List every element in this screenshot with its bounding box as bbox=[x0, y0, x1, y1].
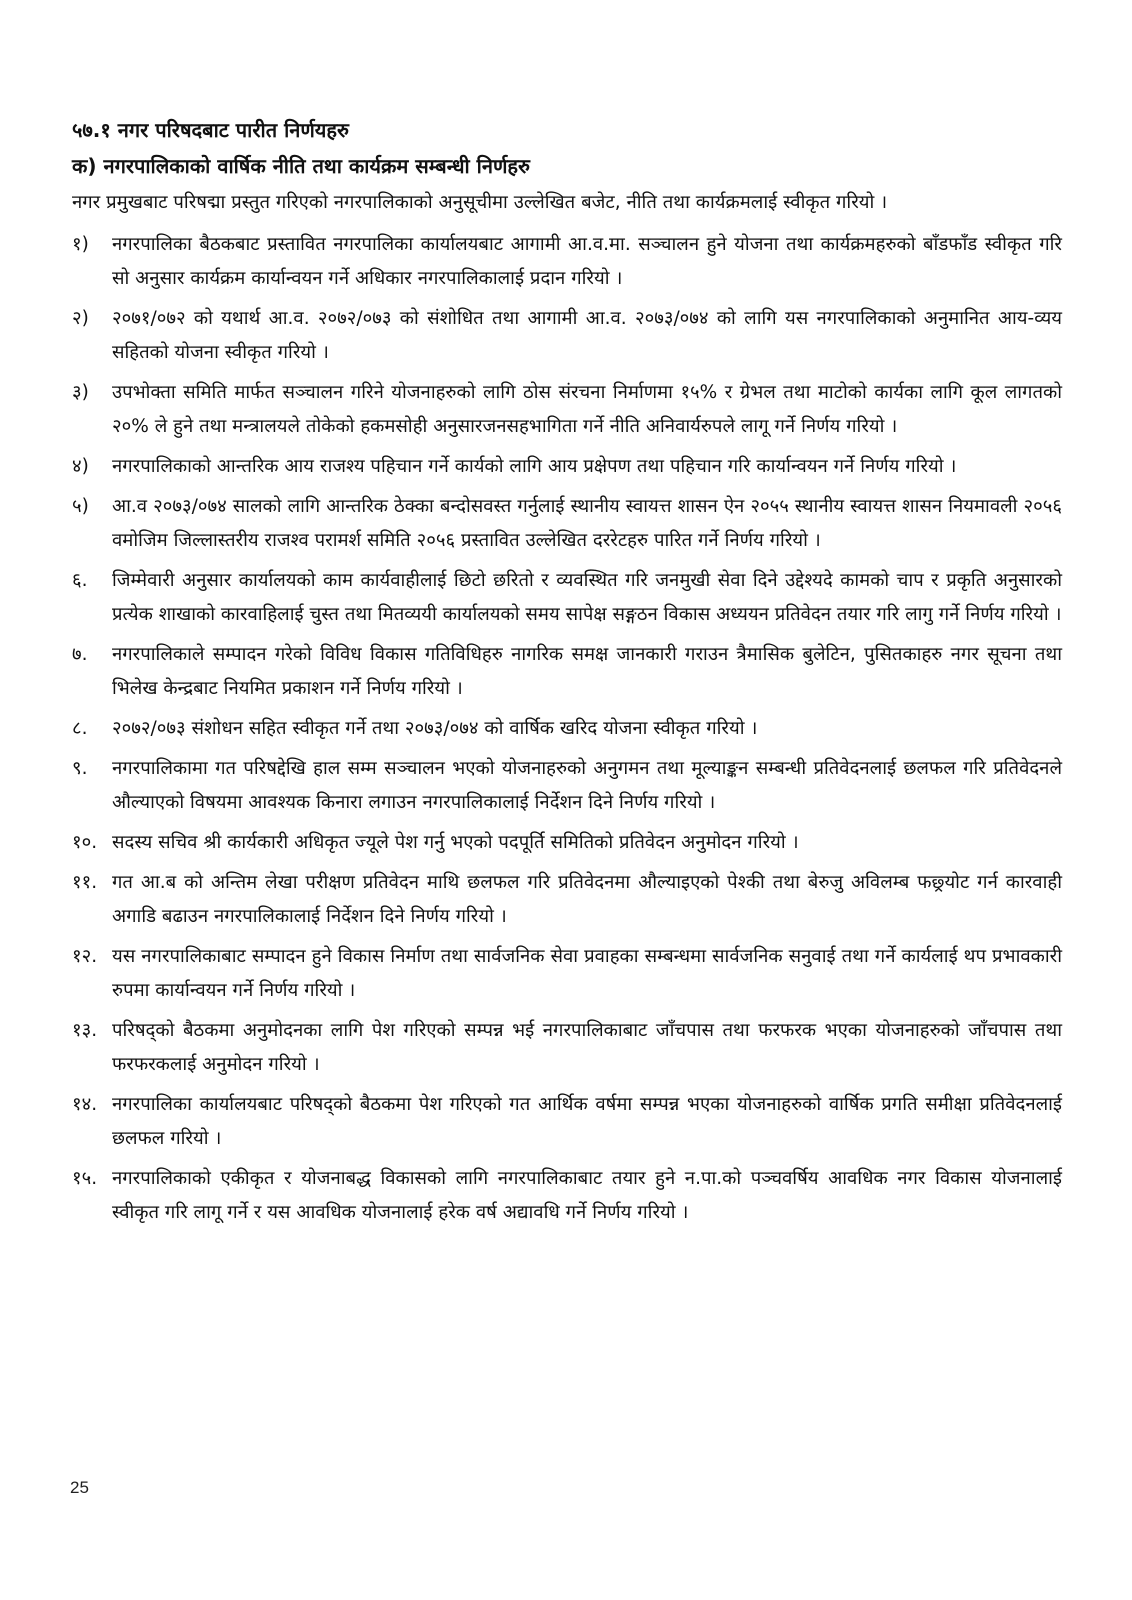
item-number: १) bbox=[72, 234, 89, 255]
list-item bbox=[72, 450, 1062, 484]
sub-heading: क) नगरपालिकाको वार्षिक नीति तथा कार्यक्रम सम्बन्धी निर्णहरु bbox=[72, 154, 531, 178]
item-text: २०७२/०७३ संशोधन सहित स्वीकृत गर्ने तथा २०७३/०७४ को वार्षिक खरिद योजना स्वीकृत गरियो । bbox=[112, 718, 758, 739]
list-item bbox=[72, 228, 1062, 296]
item-text: गत आ.ब को अन्तिम लेखा परीक्षण प्रतिवेदन माथि छलफल गरि प्रतिवेदनमा औल्याइएको पेश्की तथा बेरुजु अविलम्ब फछ्र्योट गर्न कारवाही अगाडि बढाउन नगरपालिकालाई निर्देशन दिने निर्णय गरियो । bbox=[112, 872, 1062, 927]
item-number: १२. bbox=[72, 946, 98, 967]
item-text: नगरपालिकाको एकीकृत र योजनाबद्ध विकासको लागि नगरपालिकाबाट तयार हुने न.पा.को पञ्चवर्षिय आवधिक नगर विकास योजनालाई स्वीकृत गरि लागू गर्ने र यस आवधिक योजनालाई हरेक वर्ष अद्यावधि गर्ने निर्णय गरियो । bbox=[112, 1168, 1062, 1223]
item-number: २) bbox=[72, 308, 89, 329]
item-number: १५. bbox=[72, 1168, 98, 1189]
item-number: ११. bbox=[72, 872, 98, 893]
list-item bbox=[72, 1014, 1062, 1082]
item-number: ५) bbox=[72, 496, 89, 517]
list-item bbox=[72, 712, 1062, 746]
list-item bbox=[72, 866, 1062, 934]
item-text: २०७१/०७२ को यथार्थ आ.व. २०७२/०७३ को संशोधित तथा आगामी आ.व. २०७३/०७४ को लागि यस नगरपालिकाको अनुमानित आय-व्यय सहितको योजना स्वीकृत गरियो । bbox=[112, 308, 1062, 363]
item-number: १४. bbox=[72, 1094, 98, 1115]
list-item bbox=[72, 490, 1062, 558]
item-text: नगरपालिका कार्यालयबाट परिषद्को बैठकमा पेश गरिएको गत आर्थिक वर्षमा सम्पन्न भएका योजनाहरुको वार्षिक प्रगति समीक्षा प्रतिवेदनलाई छलफल गरियो । bbox=[112, 1094, 1062, 1149]
list-item bbox=[72, 940, 1062, 1008]
list-item bbox=[72, 826, 1062, 860]
item-text: नगरपालिकामा गत परिषद्देखि हाल सम्म सञ्चालन भएको योजनाहरुको अनुगमन तथा मूल्याङ्कन सम्बन्धी प्रतिवेदनलाई छलफल गरि प्रतिवेदनले औल्याएको विषयमा आवश्यक किनारा लगाउन नगरपालिकालाई निर्देशन दिने निर्णय गरियो । bbox=[112, 758, 1062, 813]
list-item bbox=[72, 376, 1062, 444]
list-item bbox=[72, 752, 1062, 820]
decision-list bbox=[72, 228, 1062, 1230]
list-item bbox=[72, 638, 1062, 706]
item-text: सदस्य सचिव श्री कार्यकारी अधिकृत ज्यूले पेश गर्नु भएको पदपूर्ति समितिको प्रतिवेदन अनुमोदन गरियो । bbox=[112, 832, 799, 853]
item-text: यस नगरपालिकाबाट सम्पादन हुने विकास निर्माण तथा सार्वजनिक सेवा प्रवाहका सम्बन्धमा सार्वजनिक सनुवाई तथा गर्ने कार्यलाई थप प्रभावकारी रुपमा कार्यान्वयन गर्ने निर्णय गरियो । bbox=[112, 946, 1062, 1001]
document-page bbox=[72, 112, 1062, 1236]
item-number: ३) bbox=[72, 382, 89, 403]
list-item bbox=[72, 1162, 1062, 1230]
item-number: १०. bbox=[72, 832, 98, 853]
list-item bbox=[72, 564, 1062, 632]
section-heading: ५७.१ नगर परिषदबाट पारीत निर्णयहरु bbox=[72, 118, 349, 142]
item-number: ९. bbox=[72, 758, 88, 779]
page-number: 25 bbox=[70, 1478, 89, 1497]
item-text: उपभोक्ता समिति मार्फत सञ्चालन गरिने योजनाहरुको लागि ठोस संरचना निर्माणमा १५% र ग्रेभल तथा माटोको कार्यका लागि कूल लागतको २०% ले हुने तथा मन्त्रालयले तोकेको हकमसोही अनुसारजनसहभागिता गर्ने नीति अनिवार्यरुपले लागू गर्ने निर्णय गरियो । bbox=[112, 382, 1062, 437]
list-item bbox=[72, 1088, 1062, 1156]
list-item bbox=[72, 302, 1062, 370]
item-number: ८. bbox=[72, 718, 88, 739]
item-number: ६. bbox=[72, 570, 88, 591]
item-text: जिम्मेवारी अनुसार कार्यालयको काम कार्यवाहीलाई छिटो छरितो र व्यवस्थित गरि जनमुखी सेवा दिने उद्देश्यदे कामको चाप र प्रकृति अनुसारको प्रत्येक शाखाको कारवाहिलाई चुस्त तथा मितव्ययी कार्यालयको समय सापेक्ष सङ्गठन विकास अध्ययन प्रतिवेदन तयार गरि लागु गर्ने निर्णय गरियो । bbox=[112, 570, 1062, 625]
item-text: नगरपालिकाले सम्पादन गरेको विविध विकास गतिविधिहरु नागरिक समक्ष जानकारी गराउन त्रैमासिक बुलेटिन, पुसितकाहरु नगर सूचना तथा भिलेख केन्द्रबाट नियमित प्रकाशन गर्ने निर्णय गरियो । bbox=[112, 644, 1062, 699]
item-text: आ.व २०७३/०७४ सालको लागि आन्तरिक ठेक्का बन्दोसवस्त गर्नुलाई स्थानीय स्वायत्त शासन ऐन २०५५ स्थानीय स्वायत्त शासन नियमावली २०५६ वमोजिम जिल्लास्तरीय राजश्व परामर्श समिति २०५६ प्रस्तावित उल्लेखित दररेटहरु पारित गर्ने निर्णय गरियो । bbox=[112, 496, 1062, 551]
item-number: ४) bbox=[72, 456, 89, 477]
item-text: परिषद्को बैठकमा अनुमोदनका लागि पेश गरिएको सम्पन्न भई नगरपालिकाबाट जाँचपास तथा फरफरक भएका योजनाहरुको जाँचपास तथा फरफरकलाई अनुमोदन गरियो । bbox=[112, 1020, 1062, 1075]
intro-paragraph: नगर प्रमुखबाट परिषद्मा प्रस्तुत गरिएको नगरपालिकाको अनुसूचीमा उल्लेखित बजेट, नीति तथा कार्यक्रमलाई स्वीकृत गरियो । bbox=[72, 192, 888, 213]
item-text: नगरपालिकाको आन्तरिक आय राजश्य पहिचान गर्ने कार्यको लागि आय प्रक्षेपण तथा पहिचान गरि कार्यान्वयन गर्ने निर्णय गरियो । bbox=[112, 456, 957, 477]
item-text: नगरपालिका बैठकबाट प्रस्तावित नगरपालिका कार्यालयबाट आगामी आ.व.मा. सञ्चालन हुने योजना तथा कार्यक्रमहरुको बाँडफाँड स्वीकृत गरि सो अनुसार कार्यक्रम कार्यान्वयन गर्ने अधिकार नगरपालिकालाई प्रदान गरियो । bbox=[112, 234, 1062, 289]
item-number: ७. bbox=[72, 644, 88, 665]
item-number: १३. bbox=[72, 1020, 98, 1041]
